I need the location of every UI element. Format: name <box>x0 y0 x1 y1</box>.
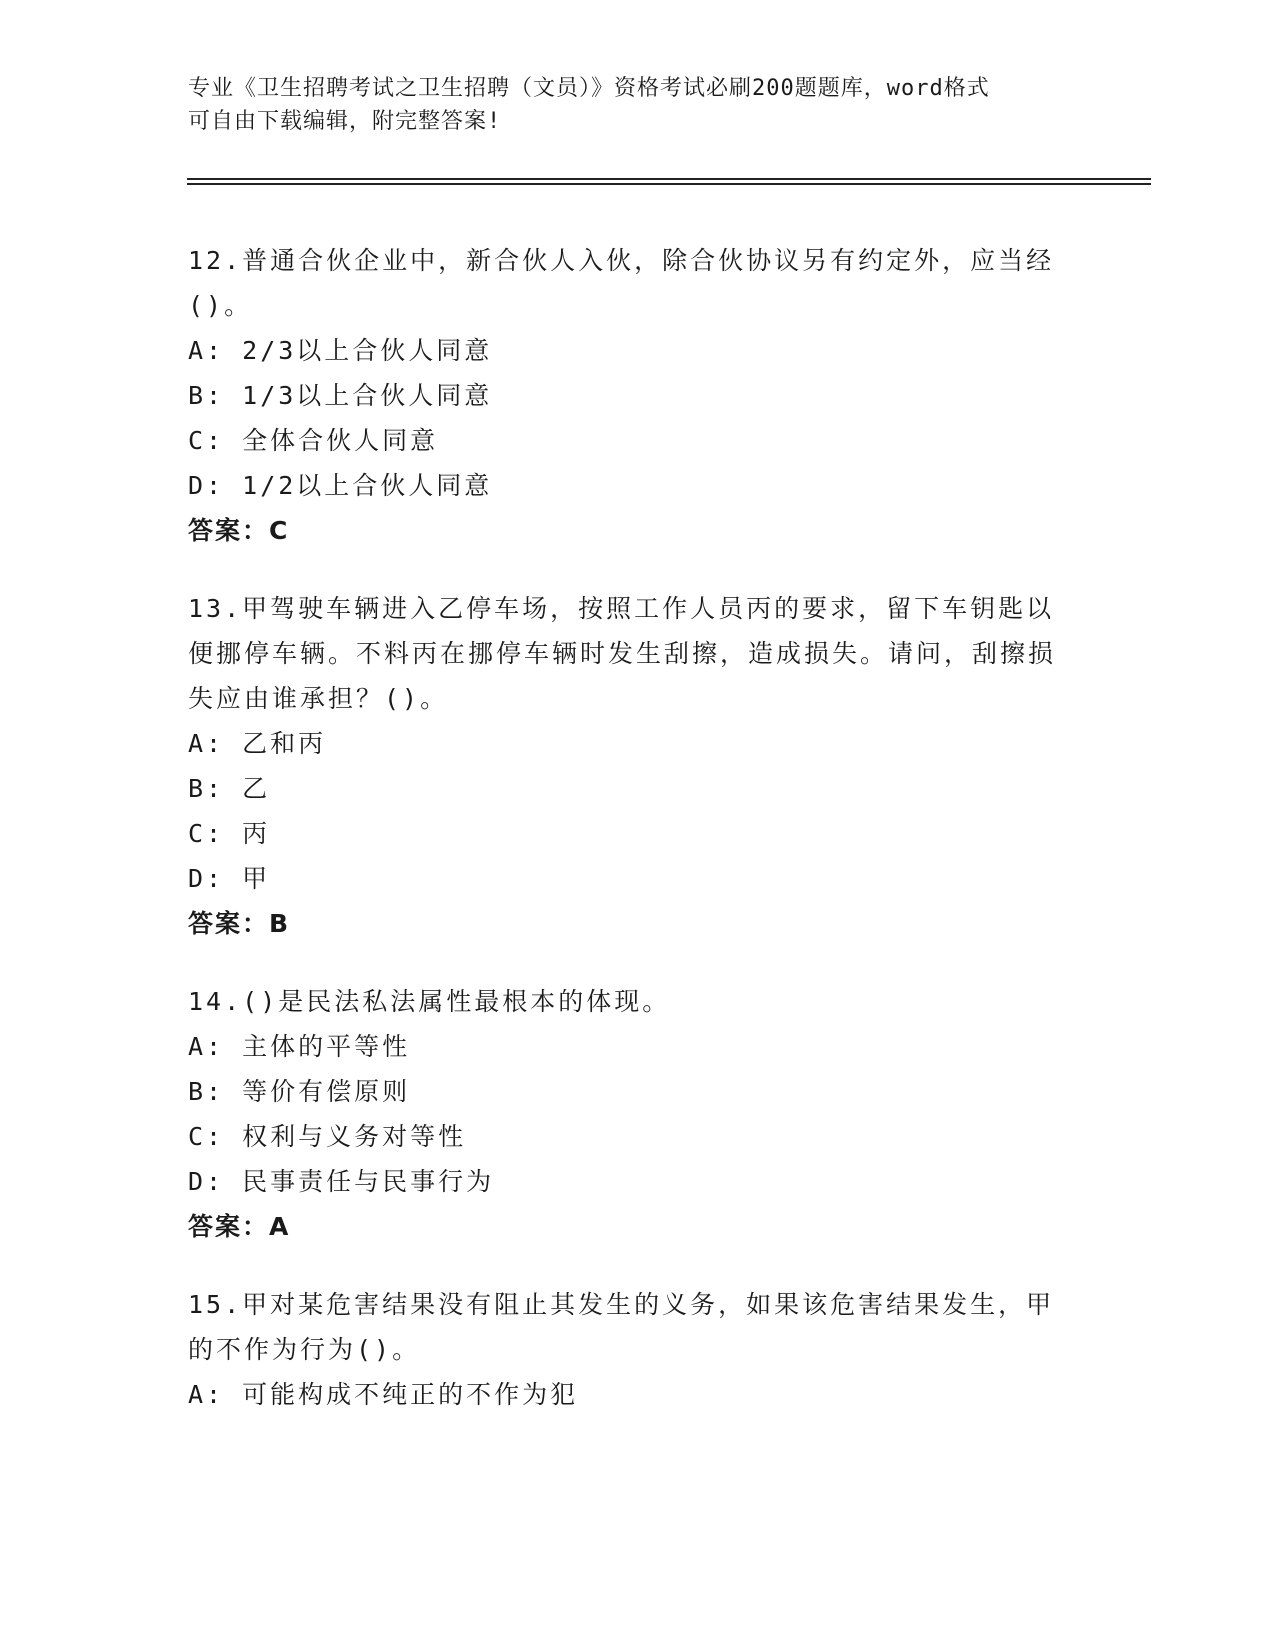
answer: 答案：B <box>188 909 291 938</box>
option-d: D: 民事责任与民事行为 <box>188 1167 495 1196</box>
question-15 <box>188 1282 1078 1417</box>
question-stem: 12.普通合伙企业中，新合伙人入伙，除合伙协议另有约定外，应当经()。 <box>188 246 1055 320</box>
option-a: A: 2/3以上合伙人同意 <box>188 336 493 365</box>
question-list <box>188 238 1078 1450</box>
answer: 答案：C <box>188 516 290 545</box>
question-stem: 13.甲驾驶车辆进入乙停车场，按照工作人员丙的要求，留下车钥匙以便挪停车辆。不料丙在挪停车辆时发生刮擦，造成损失。请问，刮擦损失应由谁承担？()。 <box>188 594 1057 713</box>
question-12 <box>188 238 1078 553</box>
option-b: B: 1/3以上合伙人同意 <box>188 381 493 410</box>
question-14 <box>188 979 1078 1249</box>
header-divider-bottom <box>187 183 1151 185</box>
option-d: D: 1/2以上合伙人同意 <box>188 471 493 500</box>
option-c: C: 权利与义务对等性 <box>188 1122 467 1151</box>
option-c: C: 丙 <box>188 819 271 848</box>
question-stem: 15.甲对某危害结果没有阻止其发生的义务，如果该危害结果发生，甲的不作为行为()。 <box>188 1290 1055 1364</box>
option-b: B: 乙 <box>188 774 271 803</box>
option-d: D: 甲 <box>188 864 271 893</box>
question-stem: 14.()是民法私法属性最根本的体现。 <box>188 987 671 1016</box>
document-header <box>188 72 1088 138</box>
option-a: A: 可能构成不纯正的不作为犯 <box>188 1380 579 1409</box>
question-13 <box>188 586 1078 946</box>
header-line-2: 可自由下载编辑，附完整答案! <box>188 109 502 134</box>
option-b: B: 等价有偿原则 <box>188 1077 411 1106</box>
answer: 答案：A <box>188 1212 291 1241</box>
header-divider-top <box>187 178 1151 180</box>
option-a: A: 乙和丙 <box>188 729 327 758</box>
header-line-1: 专业《卫生招聘考试之卫生招聘（文员）》资格考试必刷200题题库，word格式 <box>188 76 990 101</box>
option-a: A: 主体的平等性 <box>188 1032 411 1061</box>
option-c: C: 全体合伙人同意 <box>188 426 439 455</box>
